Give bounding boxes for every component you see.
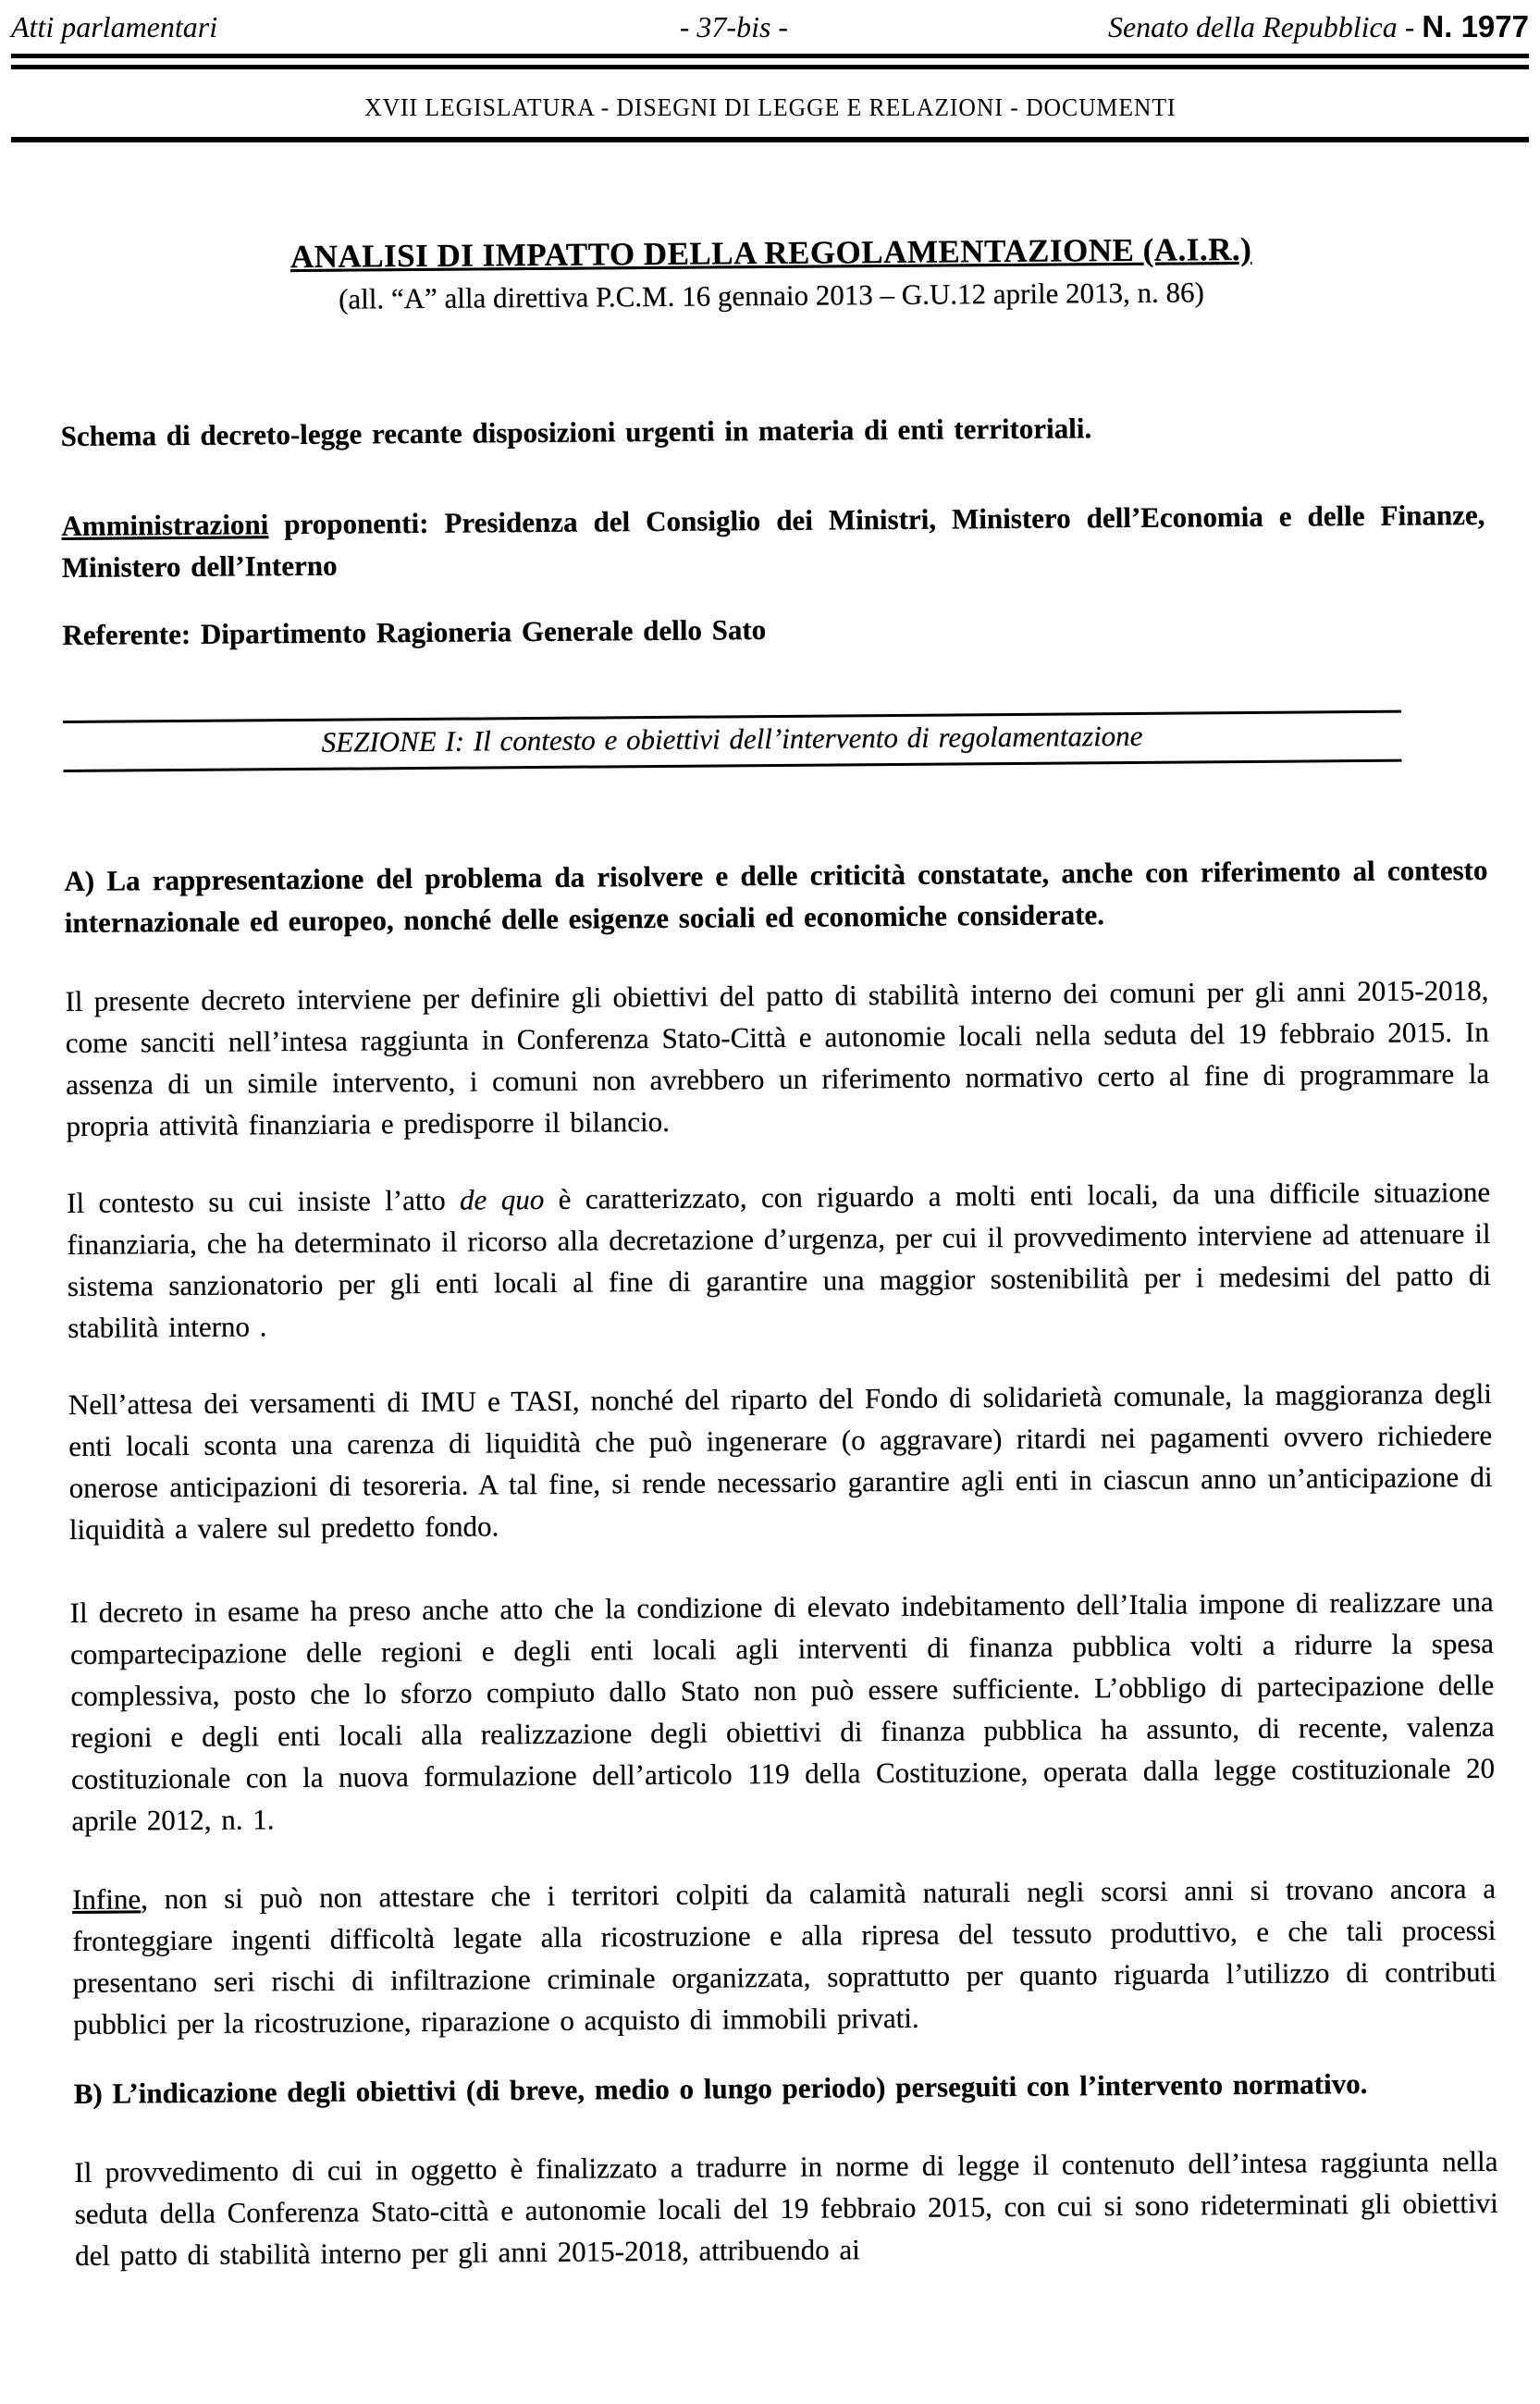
section-1-title: SEZIONE I: Il contesto e obiettivi dell’intervento di regolamentazione bbox=[321, 719, 1143, 758]
header-page-number: - 37-bis - bbox=[679, 10, 789, 43]
act-number: N. 1977 bbox=[1422, 9, 1529, 43]
header-right-text bbox=[975, 9, 1529, 44]
proponenti-underlined: Amministrazioni bbox=[61, 508, 269, 543]
section-1-banner bbox=[63, 710, 1401, 772]
paragraph-5-underlined: Infine bbox=[71, 1882, 142, 1916]
document-title: ANALISI DI IMPATTO DELLA REGOLAMENTAZIONE (A.I.R.) bbox=[290, 230, 1252, 276]
referente-paragraph: Referente: Dipartimento Ragioneria Generale dello Sato bbox=[62, 613, 767, 652]
senate-name: Senato della Repubblica - bbox=[1107, 10, 1423, 43]
body-paragraph-6: Il provvedimento di cui in oggetto è finalizzato a tradurre in norme di legge il contenuto dell’intesa raggiunta nella seduta della Conferenza Stato-città e autonomie locali del 19 febbraio 2015, con cui si sono rideterminati gli obiettivi del patto di stabilità interno per gli anni 2015-2018, attribuendo ai bbox=[74, 2144, 1498, 2272]
body-paragraph-4: Il decreto in esame ha preso anche atto che la condizione di elevato indebitamento dell’Italia impone di realizzare una compartecipazione delle regioni e degli enti locali agli interventi di finanza pubblica volti a ridurre la spesa complessiva, posto che lo sforzo compiuto dallo Stato non può essere sufficiente. L’obbligo di partecipazione delle regioni e degli enti locali alla realizzazione degli obiettivi di finanza pubblica ha assunto, di recente, valenza costituzionale con la nuova formulazione dell’articolo 119 della Costituzione, operata dalla legge costituzionale 20 aprile 2012, n. 1. bbox=[69, 1584, 1496, 1837]
paragraph-2-after: è caratterizzato, con riguardo a molti enti locali, da una difficile situazione finanziaria, che ha determinato il ricorso alla decretazione d’urgenza, per cui il provvedimento interviene ad attenuare il sistema sanzionatorio per gli enti locali al fine di garantire una maggior sostenibilità per i medesimi del patto di stabilità interno . bbox=[67, 1175, 1491, 1344]
legislature-line: XVII LEGISLATURA - DISEGNI DI LEGGE E RELAZIONI - DOCUMENTI bbox=[363, 93, 1177, 121]
section-b-heading: B) L’indicazione degli obiettivi (di breve, medio o lungo periodo) perseguiti con l’intervento normativo. bbox=[73, 2066, 1368, 2110]
paragraph-2-latin-phrase: de quo bbox=[459, 1182, 545, 1216]
body-paragraph-1: Il presente decreto interviene per definire gli obiettivi del patto di stabilità interno dei comuni per gli anni 2015-2018, come sanciti nell’intesa raggiunta in Conferenza Stato-Città e autonomie locali nella seduta del 19 febbraio 2015. In assenza di un simile intervento, i comuni non avrebbero un riferimento normativo certo al fine di programmare la propria attività finanziaria e predisporre il bilancio. bbox=[65, 973, 1490, 1143]
top-double-rule bbox=[11, 54, 1529, 69]
proponenti-rest: proponenti: Presidenza del Consiglio dei Ministri, Ministero dell’Economia e delle Finanze, Ministero dell’Interno bbox=[61, 498, 1485, 585]
section-a-heading: A) La rappresentazione del problema da risolvere e delle criticità constatate, anche con riferimento al contesto internazionale ed europeo, nonché delle esigenze sociali ed economiche considerate. bbox=[64, 853, 1488, 940]
document-subtitle: (all. “A” alla direttiva P.C.M. 16 gennaio 2013 – G.U.12 aprile 2013, n. 86) bbox=[338, 276, 1205, 315]
title-block bbox=[59, 229, 1484, 318]
paragraph-2-before: Il contesto su cui insiste l’atto bbox=[67, 1183, 461, 1220]
paragraph-5-rest: , non si può non attestare che i territori colpiti da calamità naturali negli scorsi anni si trovano ancora a fronteggiare ingenti difficoltà legate alla ricostruzione e alla ripresa del tessuto produttivo, e che tali processi presentano seri rischi di infiltrazione criminale organizzata, soprattutto per quanto riguarda l’utilizzo di contributi pubblici per la ricostruzione, riparazione o acquisto di immobili privati. bbox=[72, 1871, 1497, 2040]
body-paragraph-5 bbox=[72, 1868, 1497, 2045]
header-left-text: Atti parlamentari bbox=[11, 10, 218, 43]
schema-paragraph: Schema di decreto-legge recante disposizioni urgenti in materia di enti territoriali. bbox=[60, 412, 1092, 453]
scanned-content bbox=[0, 228, 1540, 2276]
page-header bbox=[0, 0, 1540, 142]
body-paragraph-3: Nell’attesa dei versamenti di IMU e TASI, nonché del riparto del Fondo di solidarietà comunale, la maggioranza degli enti locali sconta una carenza di liquidità che può ingenerare (o aggravare) ritardi nei pagamenti ovvero richiedere onerose anticipazioni di tesoreria. A tal fine, si rende necessario garantire agli enti in ciascun anno un’anticipazione di liquidità a valere sul predetto fondo. bbox=[68, 1376, 1493, 1546]
proponenti-paragraph bbox=[61, 494, 1485, 588]
subheader-rule bbox=[11, 137, 1529, 142]
header-row bbox=[11, 9, 1529, 44]
body-paragraph-2 bbox=[67, 1171, 1491, 1349]
